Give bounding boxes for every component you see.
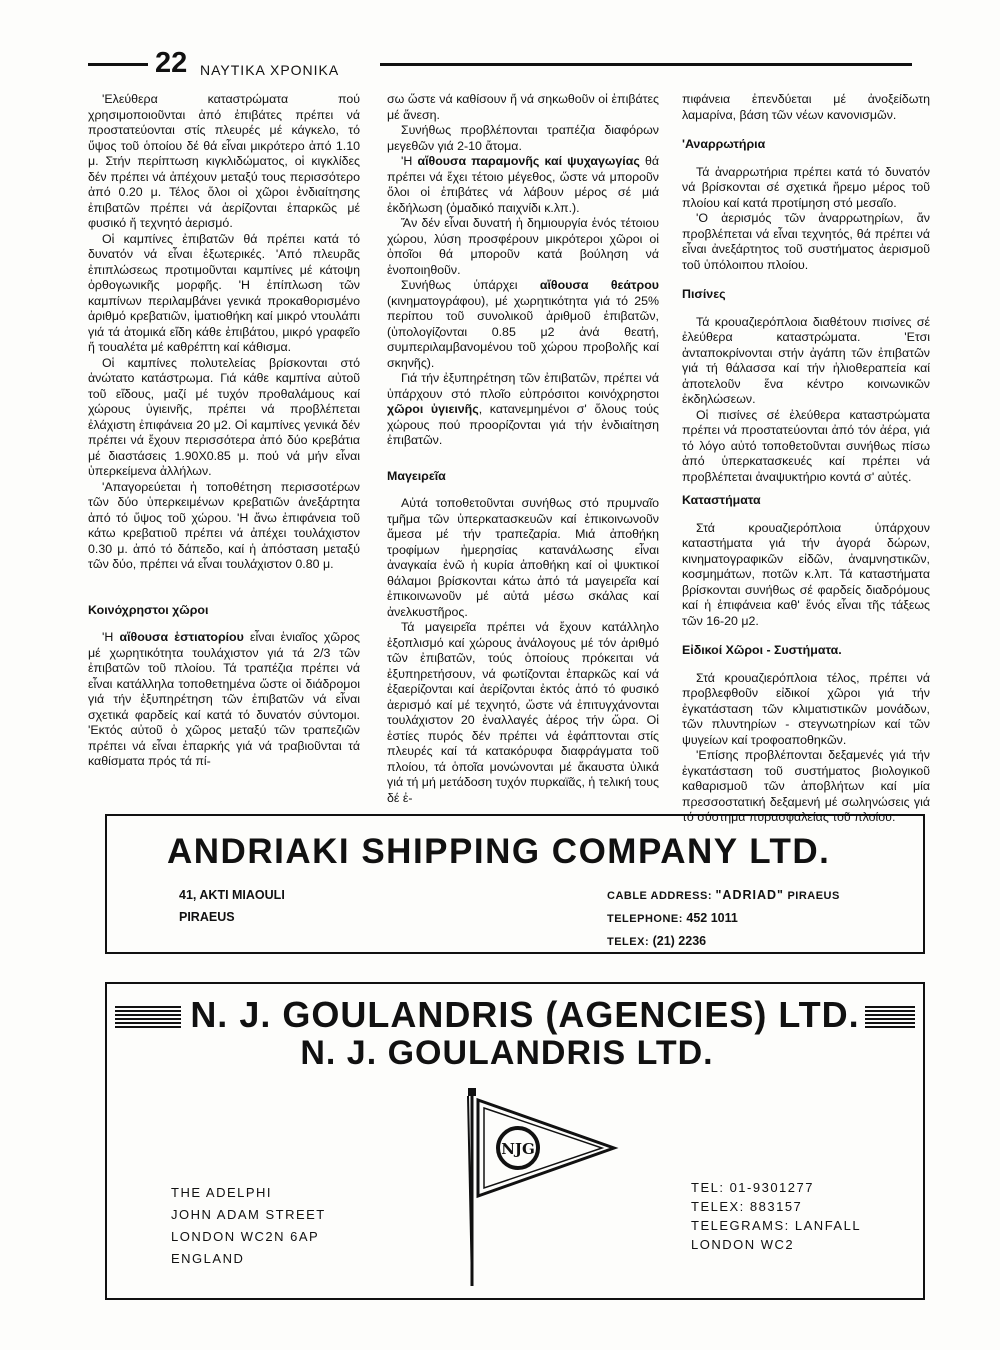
ad-address bbox=[179, 884, 285, 928]
telegrams-city: LONDON WC2 bbox=[691, 1237, 795, 1252]
paragraph bbox=[387, 278, 659, 371]
address-line: PIRAEUS bbox=[179, 910, 235, 924]
paragraph: 'Απαγορεύεται ἡ τοποθέτηση περισσοτέρων τῶν δύο ὑπερκειμένων κρεβατιῶν ἀνεξάρτητα ἀπό τό ὕψος τοῦ χώρου. 'Η ἄνω ἐπιφάνεια τοῦ κάτω κρεβατιοῦ πρέπει νά ἀπέχει τουλάχιστον 0.30 μ. ἀπό τό δάπεδο, καί ἡ ἀπόσταση μεταξύ τῶν δύο, πρέπει νά εἶναι τουλάχιστον 0.80 μ. bbox=[88, 479, 360, 571]
paragraph: πιφάνεια ἐπενδύεται μέ ἀνοξείδωτη λαμαρίνα, βάση τῶν νέων κανονισμῶν. bbox=[682, 92, 930, 122]
paragraph: 'Ο ἀερισμός τῶν ἀναρρωτηρίων, ἄν προβλέπεται νά εἶναι τεχνητός, θά πρέπει νά εἶναι ἀνεξάρτητος τοῦ συστήματος ἀερισμοῦ τοῦ ὑπόλοιπου πλοίου. bbox=[682, 211, 930, 272]
text: (κινηματογράφου), μέ χωρητικότητα γιά τό 25% περίπου τοῦ συνολικοῦ ἀριθμοῦ ἐπιβατῶν, (ὑπολογίζονται 0.85 μ2 ἀνά θεατή, συμπεριλαμβανομένου τοῦ χώρου προβολῆς καί σκηνῆς). bbox=[387, 293, 659, 370]
cable-value: "ADRIAD" bbox=[715, 888, 784, 902]
telegrams-line: TELEGRAMS: LANFALL bbox=[691, 1218, 862, 1233]
paragraph: Στά κρουαζιερόπλοια τέλος, πρέπει νά προβλεφθοῦν εἰδικοί χῶροι γιά τήν ἐγκατάσταση τῶν κλιματιστικῶν μονάδων, τῶν πλυντηρίων - στεγνωτηρίων καί τῶν ψυγείων καί τροφοαποθηκῶν. bbox=[682, 670, 930, 747]
section-heading-pools: Πισίνες bbox=[682, 287, 726, 301]
cable-address-line bbox=[607, 884, 840, 907]
section-heading-common-areas: Κοινόχρηστοι χῶροι bbox=[88, 602, 209, 617]
ad-company-name-ltd: N. J. GOULANDRIS LTD. bbox=[300, 1034, 714, 1072]
paragraph bbox=[88, 630, 360, 770]
bold-term: αἴθουσα παραμονῆς καί ψυχαγωγίας bbox=[417, 154, 640, 168]
header-rule-left bbox=[88, 63, 148, 66]
paragraph bbox=[387, 154, 659, 216]
address-line: THE ADELPHI bbox=[171, 1185, 273, 1200]
address-line: 41, AKTI MIAOULI bbox=[179, 888, 285, 902]
cable-label: CABLE ADDRESS: bbox=[607, 890, 712, 902]
paragraph: 'Επίσης προβλέπονται δεξαμενές γιά τήν ἐγκατάσταση τοῦ συστήματος βιολογικοῦ καθαρισμοῦ τῶν ἀποβλήτων καί μία πρεσσοστατική δεξαμενή μέ σωληνώσεις γιά τό σύστημα πυρασφαλείας τοῦ πλοίου. bbox=[682, 748, 930, 824]
header-rule-right bbox=[380, 63, 912, 66]
paragraph: Συνήθως προβλέπονται τραπέζια διαφόρων μεγεθῶν γιά 2-10 ἄτομα. bbox=[387, 123, 659, 153]
decorative-stripes-right bbox=[865, 1006, 915, 1032]
pennant-logo-icon bbox=[462, 1082, 622, 1292]
text: θά πρέπει νά ἔχει τέτοιο μέγεθος, ὥστε νά μποροῦν ὅλοι οἱ ἐπιβάτες νά λάβουν μέρος σέ μιά ἐκδήλωση (ὁμαδικό παιχνίδι κ.λπ.). bbox=[387, 154, 659, 215]
publication-title: ΝΑΥΤΙΚΑ ΧΡΟΝΙΚΑ bbox=[200, 62, 340, 78]
paragraph: Αὐτά τοποθετοῦνται συνήθως στό πρυμναῖο τμῆμα τῶν ὑπερκατασκευῶν καί ἐπικοινωνοῦν ἄμεσα μέ τήν τραπεζαρία. Μιά ἀποθήκη τροφίμων ἡμερησίας κατανάλωσης εἶναι ἀναγκαία ἐνῶ ἡ κυρία ἀποθήκη καί οἱ ψυκτικοί θάλαμοι βρίσκονται κάτω ἀπό τά μαγειρεῖα καί ἐπικοινωνοῦν μέ αὐτά μέσω σκάλας καί ἀνελκυστῆρος. bbox=[387, 496, 659, 619]
text: εἶναι ἑνιαῖος χῶρος μέ χωρητικότητα τουλάχιστον γιά τά 2/3 τῶν ἐπιβατῶν τοῦ πλοίου. Τά τραπέζια πρέπει νά εἶναι κατάλληλα τοποθετημένα ὥστε οἱ διάδρομοι γιά τήν ἐξυπηρέτηση τῶν ἐπιβατῶν νά εἶναι σχετικά φαρδείς καί κατά τό δυνατόν σύντομοι. 'Εκτός αὐτοῦ ὁ χῶρος μεταξύ τῶν τραπεζιῶν πρέπει νά εἶναι ἐπαρκής γιά νά τραβιοῦνται τά καθίσματα πρός τά πί- bbox=[88, 630, 360, 768]
paragraph: Τά μαγειρεῖα πρέπει νά ἔχουν κατάλληλο ἐξοπλισμό καί χώρους ἀνάλογους μέ τόν ἀριθμό τῶν ἐπιβατῶν, τούς ὁποίους πρόκειται νά ἐξυπηρετήσουν, νά φωτίζονται ἐπαρκῶς καί νά ἐξαερίζονται καί ἀερίζονται ἐκτός ἀπό τό φυσικό ἀερισμό καί μέ τεχνητό, ὥστε νά ἐπιτυγχάνονται τουλάχιστον 20 ἐναλλαγές ἀέρος τήν ὥρα. Οἱ ἑστίες πυρός δέν πρέπει νά ἐφάπτονται στίς πλευρές καί τά κατακόρυφα διαφράγματα τοῦ πλοίου, τά ὁποῖα μονώνονται μέ ἄκαυστα ὑλικά γιά τή μή μετάδοση τυχόν πυρκαϊᾶς, ἡ τελική τους δέ ἐ- bbox=[387, 620, 659, 805]
paragraph bbox=[387, 371, 659, 449]
address-line: LONDON WC2N 6AP bbox=[171, 1229, 320, 1244]
logo-monogram: NJG bbox=[501, 1140, 535, 1158]
paragraph: Οἱ καμπίνες ἐπιβατῶν θά πρέπει κατά τό δυνατόν νά εἶναι ἐξωτερικές. 'Από πλευρᾶς ἐπιπλώσεως προτιμοῦνται καμπίνες μέ κάτοψη ὀρθογωνικῆς μορφῆς. 'Η ἐπίπλωση τῶν καμπίνων περιλαμβάνει γενικά προκαθορισμένο ἀριθμό κρεβατιῶν, ἱματιοθήκη καί μικρό ντουλάπι γιά τά ἀτομικά εἴδη κάθε ἐπιβάτου, μικρό γραφεῖο ἤ τουαλέτα μέ καθρέπτη καί κάθισμα. bbox=[88, 231, 360, 354]
decorative-stripes-left bbox=[115, 1006, 181, 1032]
bold-term: αἴθουσα θεάτρου bbox=[539, 278, 659, 292]
address-line: ENGLAND bbox=[171, 1251, 245, 1266]
telephone-line bbox=[607, 907, 840, 930]
paragraph: Οἱ πισίνες σέ ἐλεύθερα καταστρώματα πρέπει νά προστατεύονται ἀπό τόν ἀέρα, γιά τό λόγο αὐτό τοποθετοῦνται συνήθως πίσω ἀπό ὑπερκατασκευές καί πρέπει νά προβλέπεται ἀναψυκτήριο κοντά σ' αὐτές. bbox=[682, 407, 930, 484]
cable-city: PIRAEUS bbox=[787, 890, 840, 902]
telephone-value: 452 1011 bbox=[686, 911, 738, 925]
paragraph: Τά κρουαζιερόπλοια διαθέτουν πισίνες σέ ἐλεύθερα καταστρώματα. 'Ετσι ἀνταποκρίνονται στήν ἀγάπη τῶν ἐπιβατῶν γιά τή θάλασσα καί τήν ἡλιοθεραπεία καί ἀποτελοῦν ἕνα κέντρο κοινωνικῶν ἐκδηλώσεων. bbox=[682, 314, 930, 406]
telephone-label: TELEPHONE: bbox=[607, 913, 683, 925]
ad-contact bbox=[691, 1178, 861, 1254]
address-line: JOHN ADAM STREET bbox=[171, 1207, 326, 1222]
telex-line: TELEX: 883157 bbox=[691, 1199, 803, 1214]
paragraph: Ἄν δέν εἶναι δυνατή ἡ δημιουργία ἑνός τέτοιου χώρου, λύση προσφέρουν μικρότεροι χῶροι οἱ ὁποῖοι θά μποροῦν κατά βούληση νά ἑνοποιηθοῦν. bbox=[387, 216, 659, 277]
ad-company-name-agencies: N. J. GOULANDRIS (AGENCIES) LTD. bbox=[190, 994, 860, 1035]
telephone-line: TEL: 01-9301277 bbox=[691, 1180, 814, 1195]
article-column-1 bbox=[88, 92, 360, 770]
text: 'Η bbox=[401, 154, 418, 168]
telex-line bbox=[607, 930, 840, 953]
ad-company-name: ANDRIAKI SHIPPING COMPANY LTD. bbox=[167, 832, 831, 871]
bold-term: αἴθουσα ἑστιατορίου bbox=[119, 630, 244, 644]
paragraph: σω ὥστε νά καθίσουν ἤ νά σηκωθοῦν οἱ ἐπιβάτες μέ ἄνεση. bbox=[387, 92, 659, 122]
text: Συνήθως ὑπάρχει bbox=[401, 278, 540, 292]
text: 'Η bbox=[102, 630, 120, 644]
bold-term: χῶροι ὑγιεινῆς bbox=[387, 402, 479, 416]
article-column-3 bbox=[682, 92, 930, 826]
paragraph: 'Ελεύθερα καταστρώματα πού χρησιμοποιοῦνται ἀπό ἐπιβάτες πρέπει νά προστατεύονται στίς πλευρές μέ κάγκελο, τό ὕψος τοῦ ὁποίου δέ θά εἶναι μικρότερο ἀπό 1.10 μ. Στήν περίπτωση κιγκλιδώματος, οἱ κιγκλίδες δέν πρέπει νά ἀπέχουν μεταξύ τους περισσότερο ἀπό 0.20 μ. Τέλος ὅλοι οἱ χῶροι ἐνδιαίτησης ἐπιβατῶν πρέπει νά ἀερίζονται ἐπαρκῶς μέ φυσικό ἤ τεχνητό ἀερισμό. bbox=[88, 92, 360, 230]
ad-contact bbox=[607, 884, 840, 953]
ad-address bbox=[171, 1182, 326, 1270]
text: Γιά τήν ἐξυπηρέτηση τῶν ἐπιβατῶν, πρέπει νά ὑπάρχουν στό πλοῖο εὐπρόσιτοι κοινόχρηστοι bbox=[387, 371, 659, 401]
advertisement-goulandris bbox=[105, 982, 925, 1300]
article-column-2 bbox=[387, 92, 659, 806]
section-heading-kitchens: Μαγειρεῖα bbox=[387, 468, 446, 483]
advertisement-andriaki bbox=[105, 814, 925, 954]
paragraph: Οἱ καμπίνες πολυτελείας βρίσκονται στό ἀνώτατο κατάστρωμα. Γιά κάθε καμπίνα αὐτοῦ τοῦ εἴδους, μαζί μέ τυχόν προθαλάμους καί χώρους ὑγιεινῆς, πρέπει νά προβλέπεται ἐλάχιστη ἐπιφάνεια 20 μ2. Οἱ καμπίνες γενικά δέν πρέπει νά ἔχουν περισσότερα ἀπό δύο κρεβάτια μέ διαστάσεις 1.90Χ0.85 μ. πού νά μήν εἶναι ὑπερκείμενα ἀλλήλων. bbox=[88, 355, 360, 478]
section-heading-infirmary: 'Αναρρωτήρια bbox=[682, 137, 766, 151]
text: , κατανεμημένοι σ' ὅλους τούς χώρους πού προορίζονται γιά τήν ἐνδιαίτηση ἐπιβατῶν. bbox=[387, 402, 659, 447]
section-heading-shops: Καταστήματα bbox=[682, 493, 761, 507]
telex-label: TELEX: bbox=[607, 936, 650, 948]
section-heading-special-areas: Εἰδικοί Χῶροι - Συστήματα. bbox=[682, 643, 842, 657]
telex-value: (21) 2236 bbox=[652, 934, 707, 948]
paragraph: Στά κρουαζιερόπλοια ὑπάρχουν καταστήματα γιά τήν ἀγορά δώρων, κινηματογραφικῶν εἰδῶν, ἀναμνηστικῶν, κοσμημάτων, ποτῶν κ.λπ. Τά καταστήματα βρίσκονται συνήθως σέ φαρδείς διαδρόμους καί ἡ ἐπιφάνεια καθ' ἕνός εἶναι τῆς τάξεως τῶν 16-20 μ2. bbox=[682, 520, 930, 628]
paragraph: Τά ἀναρρωτήρια πρέπει κατά τό δυνατόν νά βρίσκονται σέ σχετικά ἥρεμο μέρος τοῦ πλοίου καί κατά προτίμηση στό μεσαῖο. bbox=[682, 164, 930, 210]
page-number: 22 bbox=[155, 47, 188, 79]
